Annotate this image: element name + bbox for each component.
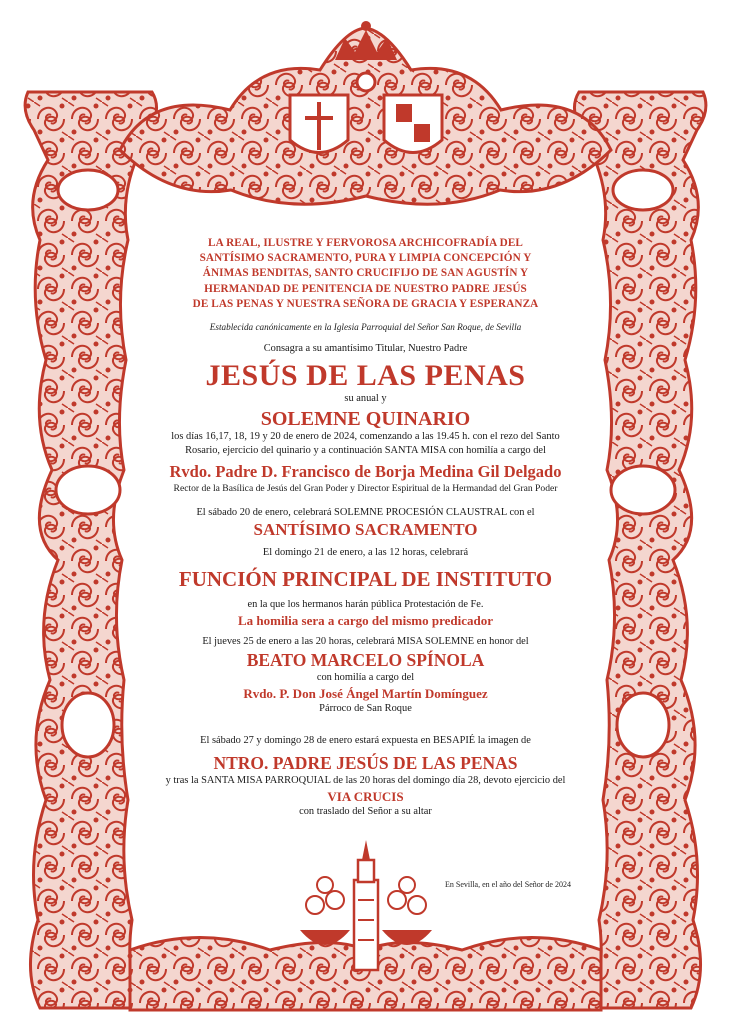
beato-intro: El jueves 25 de enero a las 20 horas, celebrará MISA SOLEMNE en honor del (202, 636, 529, 648)
besapie-title: NTRO. PADRE JESÚS DE LAS PENAS (213, 753, 518, 774)
urn-right-top-icon (613, 170, 673, 210)
consagra-line: Consagra a su amantísimo Titular, Nuestro Padre (263, 343, 468, 355)
beato-role: Párroco de San Roque (319, 703, 412, 715)
urn-left-mid-icon (56, 466, 120, 514)
beato-line: con homilía a cargo del (316, 672, 415, 684)
quinario-title: SOLEMNE QUINARIO (260, 408, 471, 431)
urn-right-mid-icon (611, 466, 675, 514)
medallion-right-icon (617, 693, 669, 757)
procesion-title: SANTÍSIMO SACRAMENTO (253, 520, 478, 540)
brotherhood-line: DE LAS PENAS Y NUESTRA SEÑORA DE GRACIA Y ESPERANZA (192, 297, 539, 310)
traslado-line: con traslado del Señor a su altar (299, 806, 432, 818)
flower-vase-left-icon (300, 877, 350, 945)
poster-content (130, 236, 601, 819)
beato-preacher: Rvdo. P. Don José Ángel Martín Domínguez (243, 686, 488, 702)
monstrance-icon (357, 73, 375, 91)
funcion-homilia: La homilia sera a cargo del mismo predicador (237, 613, 494, 629)
giralda-tower-icon (354, 840, 378, 970)
funcion-intro: El domingo 21 de enero, a las 12 horas, celebrará (262, 547, 469, 559)
via-crucis-title: VIA CRUCIS (327, 789, 404, 805)
brotherhood-line: SANTÍSIMO SACRAMENTO, PURA Y LIMPIA CONCEPCIÓN Y (199, 252, 532, 265)
flower-vase-right-icon (382, 877, 432, 945)
besapie-intro: El sábado 27 y domingo 28 de enero estará expuesta en BESAPIÉ la imagen de (200, 735, 531, 747)
quinario-line-2: Rosario, ejercicio del quinario y a continuación SANTA MISA con homilía a cargo del (185, 445, 546, 457)
funcion-line: en la que los hermanos harán pública Protestación de Fe. (247, 599, 484, 611)
quinario-preacher-role: Rector de la Basílica de Jesús del Gran Poder y Director Espiritual de la Hermandad del Gran Poder (173, 483, 558, 495)
beato-title: BEATO MARCELO SPÍNOLA (246, 650, 485, 671)
urn-left-top-icon (58, 170, 118, 210)
procesion-intro: El sábado 20 de enero, celebrará SOLEMNE PROCESIÓN CLAUSTRAL con el (196, 507, 535, 519)
brotherhood-title (130, 236, 601, 312)
established-note: Establecida canónicamente en la Iglesia Parroquial del Señor San Roque, de Sevilla (209, 322, 522, 333)
quinario-preacher: Rvdo. Padre D. Francisco de Borja Medina Gil Delgado (169, 462, 562, 482)
titular-title: JESÚS DE LAS PENAS (205, 359, 526, 393)
su-anual-line: su anual y (344, 393, 387, 405)
medallion-left-icon (62, 693, 114, 757)
shield-right-icon (384, 95, 442, 153)
date-place-note: En Sevilla, en el año del Señor de 2024 (445, 880, 571, 889)
quinario-line-1: los días 16,17, 18, 19 y 20 de enero de 2024, comenzando a las 19.45 h. con el rezo del Santo (171, 431, 560, 443)
crown-icon (335, 30, 397, 60)
brotherhood-line: HERMANDAD DE PENITENCIA DE NUESTRO PADRE JESÚS (204, 282, 527, 295)
funcion-title: FUNCIÓN PRINCIPAL DE INSTITUTO (178, 567, 553, 592)
besapie-line: y tras la SANTA MISA PARROQUIAL de las 20 horas del domingo día 28, devoto ejercicio del (165, 775, 566, 787)
brotherhood-line: LA REAL, ILUSTRE Y FERVOROSA ARCHICOFRADÍA DEL (208, 237, 523, 249)
brotherhood-line: ÁNIMAS BENDITAS, SANTO CRUCIFIJO DE SAN AGUSTÍN Y (202, 267, 529, 280)
